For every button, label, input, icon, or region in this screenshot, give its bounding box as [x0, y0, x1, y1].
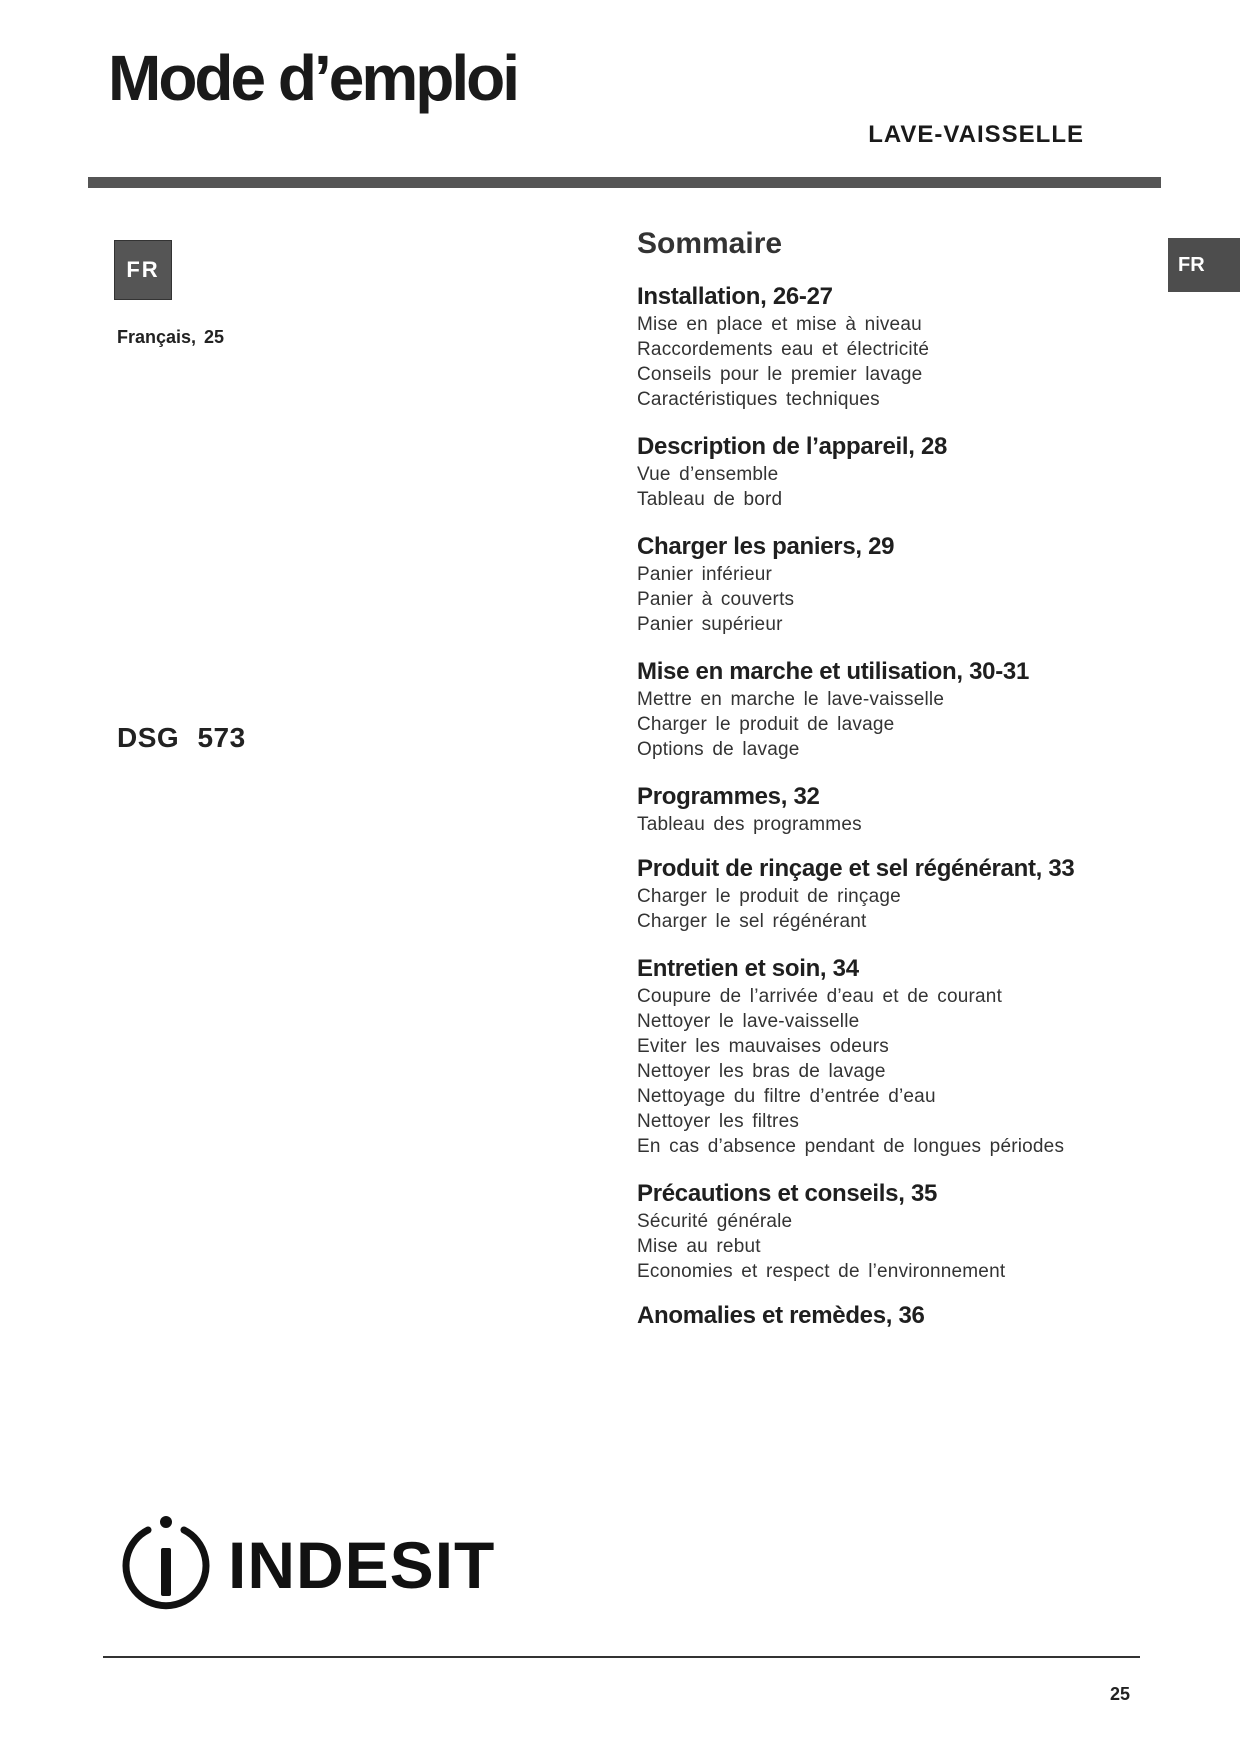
toc-item: Conseils pour le premier lavage — [637, 364, 923, 385]
toc-item: Charger le produit de rinçage — [637, 886, 901, 907]
toc-section — [637, 282, 1157, 412]
toc-item: Mise en place et mise à niveau — [637, 314, 922, 335]
toc-section — [637, 782, 1157, 837]
info-circle-icon — [118, 1512, 214, 1612]
toc-item: Mise au rebut — [637, 1236, 761, 1257]
toc-item: Charger le produit de lavage — [637, 714, 895, 735]
toc-item: Panier supérieur — [637, 614, 783, 635]
toc-section-title: Produit de rinçage et sel régénérant, 33 — [637, 855, 1075, 882]
toc-section-title: Installation, 26-27 — [637, 283, 833, 310]
toc-item: Economies et respect de l’environnement — [637, 1261, 1006, 1282]
toc-heading: Sommaire — [637, 227, 783, 260]
toc-item: Mettre en marche le lave-vaisselle — [637, 689, 945, 710]
toc-section-title: Programmes, 32 — [637, 783, 820, 810]
toc-item: Coupure de l’arrivée d’eau et de courant — [637, 986, 1003, 1007]
toc-item: Panier inférieur — [637, 564, 773, 585]
toc-item: Tableau des programmes — [637, 814, 862, 835]
product-type: LAVE-VAISSELLE — [868, 121, 1084, 148]
toc-item: En cas d’absence pendant de longues périodes — [637, 1136, 1065, 1157]
indesit-logo — [118, 1512, 496, 1612]
toc-section — [637, 954, 1157, 1159]
document-title: Mode d’emploi — [108, 42, 517, 114]
toc-section-title: Mise en marche et utilisation, 30-31 — [637, 658, 1030, 685]
toc-section — [637, 1301, 1157, 1331]
toc-section — [637, 532, 1157, 637]
toc-sections — [637, 282, 1157, 1331]
toc-item: Raccordements eau et électricité — [637, 339, 930, 360]
footer-divider — [103, 1656, 1140, 1658]
toc-section — [637, 432, 1157, 512]
model-name: DSG 573 — [117, 722, 246, 753]
language-badge: FR — [114, 240, 172, 300]
toc-item: Nettoyage du filtre d’entrée d’eau — [637, 1086, 936, 1107]
language-caption-page: 25 — [204, 327, 225, 347]
header-divider — [88, 177, 1161, 188]
toc-item: Caractéristiques techniques — [637, 389, 880, 410]
toc-item: Tableau de bord — [637, 489, 783, 510]
toc-item: Nettoyer les bras de lavage — [637, 1061, 886, 1082]
language-side-tab: FR — [1168, 238, 1240, 292]
logo-wordmark: INDESIT — [228, 1528, 496, 1602]
toc-item: Vue d’ensemble — [637, 464, 779, 485]
toc-item: Nettoyer les filtres — [637, 1111, 800, 1132]
table-of-contents — [637, 224, 1157, 1351]
toc-item: Sécurité générale — [637, 1211, 793, 1232]
toc-section-title: Anomalies et remèdes, 36 — [637, 1302, 925, 1329]
language-caption — [117, 325, 224, 349]
toc-section-title: Charger les paniers, 29 — [637, 533, 895, 560]
page-number: 25 — [1110, 1684, 1131, 1704]
toc-item: Eviter les mauvaises odeurs — [637, 1036, 890, 1057]
toc-section — [637, 657, 1157, 762]
toc-section — [637, 854, 1157, 934]
toc-item: Options de lavage — [637, 739, 800, 760]
toc-section-title: Précautions et conseils, 35 — [637, 1180, 938, 1207]
toc-item: Panier à couverts — [637, 589, 795, 610]
language-caption-label: Français, — [117, 327, 197, 347]
toc-section-title: Description de l’appareil, 28 — [637, 433, 948, 460]
toc-item: Charger le sel régénérant — [637, 911, 867, 932]
toc-section-title: Entretien et soin, 34 — [637, 955, 859, 982]
toc-item: Nettoyer le lave-vaisselle — [637, 1011, 860, 1032]
toc-section — [637, 1179, 1157, 1284]
